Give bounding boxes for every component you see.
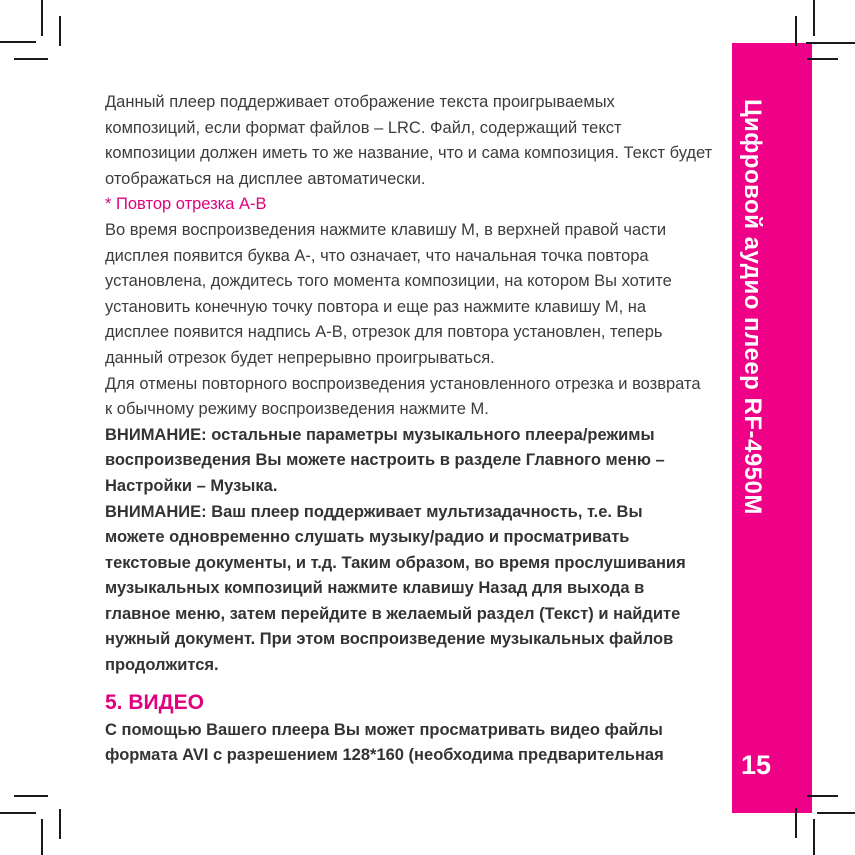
text-line: Для отмены повторного воспроизведения установленного отрезка и возврата xyxy=(105,374,701,393)
crop-mark-bottom-right-v2 xyxy=(813,819,815,855)
paragraph-repeat-ab xyxy=(105,218,715,423)
crop-mark-top-right-v1 xyxy=(813,0,815,36)
paragraph-video-intro xyxy=(105,718,715,769)
sidebar-vertical-title: Цифровой аудио плеер RF-4950М xyxy=(739,99,766,515)
crop-mark-bottom-left-v1 xyxy=(41,819,43,855)
crop-mark-top-right-h1 xyxy=(806,42,855,44)
text-line: отображаться на дисплее автоматически. xyxy=(105,169,426,188)
text-line: к обычному режиму воспроизведения нажмите М. xyxy=(105,400,489,419)
text-line: музыкальных композиций нажмите клавишу Назад для выхода в xyxy=(105,579,645,598)
text-line: С помощью Вашего плеера Вы может просматривать видео файлы xyxy=(105,720,663,739)
text-line: нужный документ. При этом воспроизведение музыкальных файлов xyxy=(105,630,674,649)
text-line: главное меню, затем перейдите в желаемый раздел (Текст) и найдите xyxy=(105,604,681,623)
text-line: данный отрезок будет непрерывно проигрываться. xyxy=(105,348,495,367)
heading-repeat-ab: * Повтор отрезка А-В xyxy=(105,195,267,214)
text-line: композиции должен иметь то же название, что и сама композиция. Текст будет xyxy=(105,144,713,163)
crop-mark-top-left-h2 xyxy=(14,58,48,60)
crop-mark-bottom-right-h2 xyxy=(817,812,855,814)
page-number: 15 xyxy=(741,750,772,780)
text-line: ВНИМАНИЕ: Ваш плеер поддерживает мультизадачность, т.е. Вы xyxy=(105,502,643,521)
crop-mark-top-left-h1 xyxy=(0,41,36,43)
text-line: установлена, дождитесь того момента композиции, на котором Вы хотите xyxy=(105,272,672,291)
notice-music-settings xyxy=(105,423,715,500)
crop-mark-bottom-left-h1 xyxy=(14,795,48,797)
crop-mark-top-left-v1 xyxy=(41,0,43,36)
text-line: дисплея появится буква А-, что означает, что начальная точка повтора xyxy=(105,246,649,265)
crop-mark-top-right-h2 xyxy=(807,58,838,60)
text-line: Во время воспроизведения нажмите клавишу М, в верхней правой части xyxy=(105,220,667,239)
text-line: дисплее появится надпись А-В, отрезок для повтора установлен, теперь xyxy=(105,323,663,342)
text-line: можете одновременно слушать музыку/радио и просматривать xyxy=(105,528,630,547)
crop-mark-bottom-left-v2 xyxy=(59,809,61,839)
crop-mark-top-right-v2 xyxy=(795,16,797,46)
sidebar-band xyxy=(732,43,812,813)
crop-mark-bottom-right-h1 xyxy=(807,795,838,797)
text-line: Настройки – Музыка. xyxy=(105,476,278,495)
text-line: формата AVI с разрешением 128*160 (необходима предварительная xyxy=(105,746,664,765)
text-line: композиций, если формат файлов – LRC. Файл, содержащий текст xyxy=(105,118,622,137)
text-line: установить конечную точку повтора и еще раз нажмите клавишу М, на xyxy=(105,297,647,316)
notice-multitasking xyxy=(105,500,715,679)
page-content xyxy=(105,90,715,769)
heading-video-section: 5. ВИДЕО xyxy=(105,690,204,714)
text-line: воспроизведения Вы можете настроить в разделе Главного меню – xyxy=(105,451,665,470)
text-line: Данный плеер поддерживает отображение текста проигрываемых xyxy=(105,93,615,111)
paragraph-lrc-support xyxy=(105,90,715,192)
crop-mark-bottom-left-h2 xyxy=(0,812,36,814)
crop-mark-top-left-v2 xyxy=(59,16,61,46)
text-line: ВНИМАНИЕ: остальные параметры музыкального плеера/режимы xyxy=(105,425,655,444)
text-line: продолжится. xyxy=(105,656,219,675)
text-line: текстовые документы, и т.д. Таким образом, во время прослушивания xyxy=(105,553,686,572)
crop-mark-bottom-right-v1 xyxy=(795,808,797,838)
